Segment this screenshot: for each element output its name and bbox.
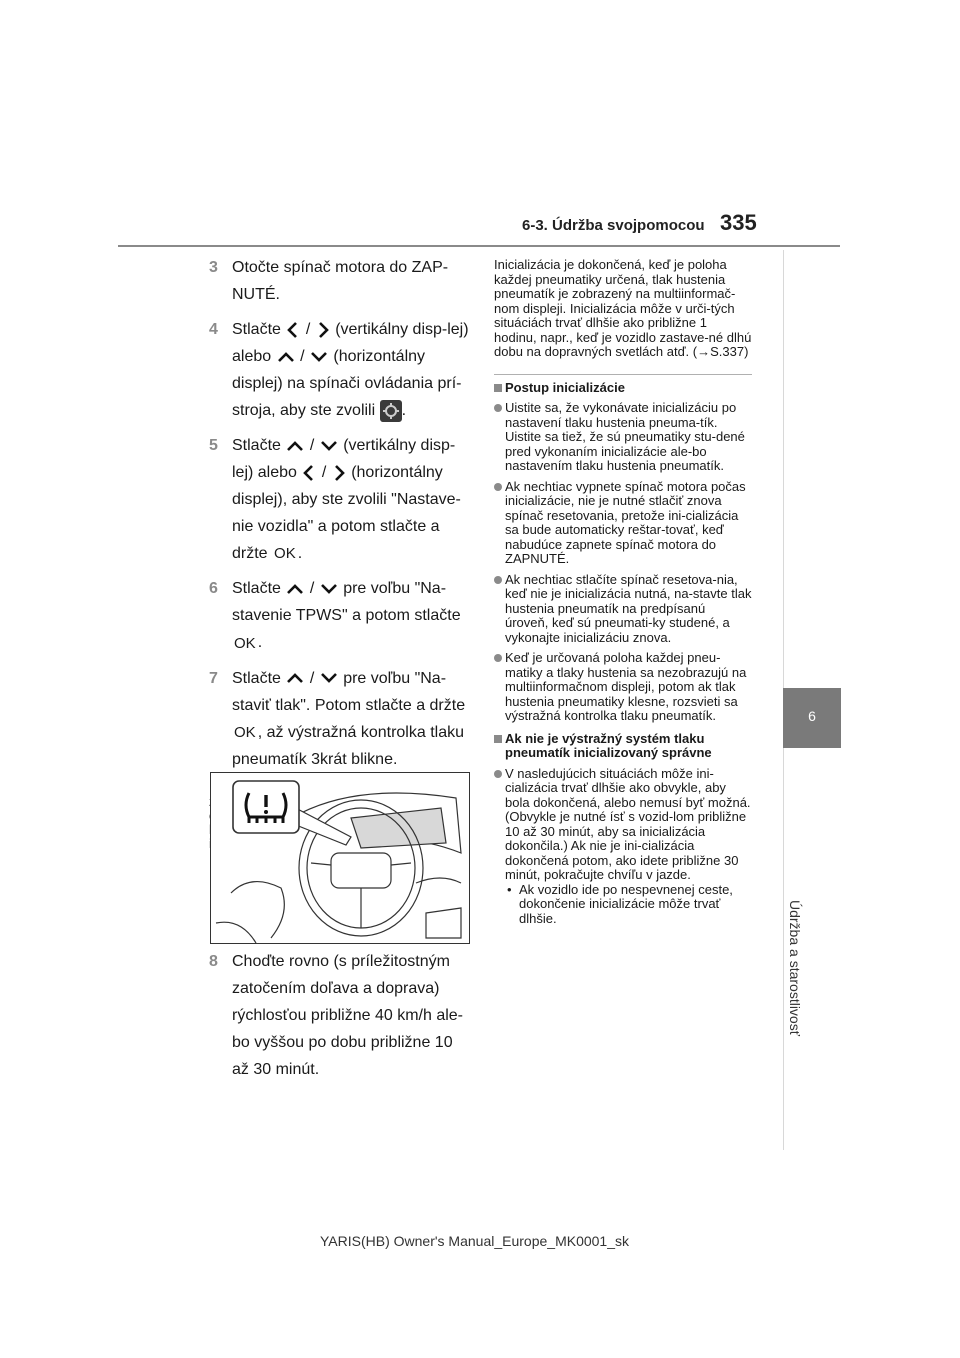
step-6 bbox=[209, 575, 469, 656]
step-text: Stlačte bbox=[232, 580, 281, 598]
slash: / bbox=[309, 669, 315, 687]
bullet-item bbox=[494, 480, 752, 567]
bullet-text: Keď je určovaná poloha každej pneu-matiky a tlaky hustenia sa nezobrazujú na multiinformačnom displeji, potom ak tlak hustenia pneumatiky klesne, rozsvieti sa výstražná kontrolka tlaku pneumatík. bbox=[505, 650, 747, 723]
step-text: (vertikálny disp-lej) alebo bbox=[232, 437, 456, 481]
intro-paragraph: Inicializácia je dokončená, keď je poloha každej pneumatiky určená, tlak hustenia pneumatík je zobrazený na multiinformač-nom displeji. Inicializácia môže v urči-tých situáciách trvať dlhšie ako približne 1 hodinu, napr., keď je vozidlo zastave-né dlhú dobu na dopravných svetlách atď. (→S.337) bbox=[494, 257, 752, 359]
slash: / bbox=[305, 321, 311, 338]
chevron-up-icon bbox=[285, 439, 305, 453]
left-column-lower bbox=[209, 948, 469, 1091]
slash: / bbox=[321, 464, 327, 481]
chevron-up-icon bbox=[285, 582, 305, 596]
footer-manual-id: YARIS(HB) Owner's Manual_Europe_MK0001_sk bbox=[320, 1233, 629, 1249]
dashboard-illustration bbox=[210, 772, 470, 944]
step-8 bbox=[209, 948, 469, 1083]
subheading-not-initialized: Ak nie je výstražný systém tlaku pneumatík inicializovaný správne bbox=[494, 732, 752, 761]
page-number: 335 bbox=[720, 210, 757, 235]
step-number: 6 bbox=[209, 580, 218, 598]
step-number: 3 bbox=[209, 259, 218, 276]
chevron-right-icon bbox=[331, 463, 347, 483]
chapter-tab bbox=[783, 688, 841, 748]
chevron-right-icon bbox=[315, 320, 331, 340]
left-column bbox=[209, 254, 469, 851]
step-4 bbox=[209, 316, 469, 424]
step-text: Otočte spínač motora do ZAP-NUTÉ. bbox=[232, 259, 449, 303]
bullet-item bbox=[494, 573, 752, 646]
ok-button-symbol: OK bbox=[234, 723, 256, 741]
step-number: 4 bbox=[209, 321, 218, 338]
chevron-left-icon bbox=[285, 320, 301, 340]
step-text: . bbox=[257, 634, 263, 652]
chevron-down-icon bbox=[319, 582, 339, 596]
bullet-item bbox=[494, 651, 752, 724]
slash: / bbox=[309, 580, 315, 598]
ok-button-symbol: OK bbox=[274, 545, 296, 563]
step-text: Stlačte bbox=[232, 437, 281, 454]
step-number: 7 bbox=[209, 669, 218, 687]
step-text: pre voľbu "Na-stavenie TPWS" a potom stlačte bbox=[232, 580, 461, 625]
slash: / bbox=[309, 437, 315, 454]
chevron-down-icon bbox=[309, 350, 329, 364]
step-3 bbox=[209, 254, 469, 308]
step-number: 5 bbox=[209, 437, 218, 454]
chevron-down-icon bbox=[319, 439, 339, 453]
step-text: . bbox=[297, 545, 303, 562]
bullet-text: Uistite sa tiež, že sú pneumatiky stu-dené pred vykonaním inicializácie ale-bo nastavením tlaku hustenia pneumatík. bbox=[505, 429, 745, 473]
slash: / bbox=[300, 348, 305, 365]
ok-button-symbol: OK bbox=[234, 634, 256, 652]
gear-icon bbox=[380, 400, 402, 422]
section-title: 6-3. Údržba svojpomocou bbox=[522, 217, 705, 234]
step-number: 8 bbox=[209, 953, 218, 970]
step-text: pre voľbu "Na-staviť tlak". Potom stlačte a držte bbox=[232, 669, 466, 714]
step-text: , až výstražná kontrolka tlaku pneumatík 3krát blikne. bbox=[232, 723, 464, 768]
bullet-text: Uistite sa, že vykonávate inicializáciu po nastavení tlaku hustenia pneuma-tík. bbox=[505, 400, 737, 430]
bullet-text: V nasledujúcich situáciách môže ini-cializácia trvať dlhšie ako obvykle, aby bola dokončená, alebo nemusí byť možná. (Obvykle je nutné ísť s vozid-lom približne 10 až 30 minút, aby sa inicializácia dokončila.) Ak nie je ini-cializácia dokončená potom, ako idete približne 30 minút, pokračujte chvíľu v jazde. bbox=[505, 765, 751, 882]
chevron-up-icon bbox=[276, 350, 296, 364]
header-rule bbox=[118, 245, 840, 247]
tire-pressure-warning-icon bbox=[241, 787, 291, 829]
right-column bbox=[494, 258, 752, 926]
bullet-text: Ak nechtiac stlačíte spínač resetova-nia, keď nie je inicializácia nutná, na-stavte tlak hustenia pneumatík na predpísanú úroveň, keď sú pneumati-ky studené, a vykonajte inicializáciu znova. bbox=[505, 571, 752, 645]
chevron-left-icon bbox=[301, 463, 317, 483]
step-text: Stlačte bbox=[232, 321, 281, 338]
bullet-item bbox=[494, 767, 752, 927]
step-7 bbox=[209, 665, 469, 773]
step-text: Choďte rovno (s príležitostným zatočením doľava a doprava) rýchlosťou približne 40 km/h ale-bo vyššou po dobu približne 10 až 30 minút. bbox=[232, 953, 463, 1078]
chevron-up-icon bbox=[285, 671, 305, 685]
step-text: Stlačte bbox=[232, 669, 281, 687]
step-text: (vertikálny disp-lej) alebo bbox=[232, 321, 469, 365]
chapter-number: 6 bbox=[808, 708, 816, 724]
step-text: (horizontálny displej) na spínači ovládania prí-stroja, aby ste zvolili bbox=[232, 348, 462, 419]
chapter-label: Údržba a starostlivosť bbox=[787, 900, 803, 1036]
step-text: . bbox=[401, 402, 407, 419]
subheading-initialization: Postup inicializácie bbox=[494, 381, 752, 396]
dot-item: • Ak vozidlo ide po nespevnenej ceste, dokončenie inicializácie môže trvať dlhšie. bbox=[505, 883, 752, 927]
divider bbox=[494, 374, 752, 375]
bullet-item bbox=[494, 401, 752, 474]
chevron-down-icon bbox=[319, 671, 339, 685]
step-5 bbox=[209, 432, 469, 567]
bullet-text: Ak nechtiac vypnete spínač motora počas inicializácie, nie je nutné stlačiť znova spínač resetovania, pretože ini-cializácia sa bude automaticky reštar-tovať, keď nabudúce zapnete spínač motora do ZAPNUTÉ. bbox=[505, 478, 746, 566]
step-text: (horizontálny displej), aby ste zvolili "Nastave-nie vozidla" a potom stlačte a držte bbox=[232, 464, 461, 562]
